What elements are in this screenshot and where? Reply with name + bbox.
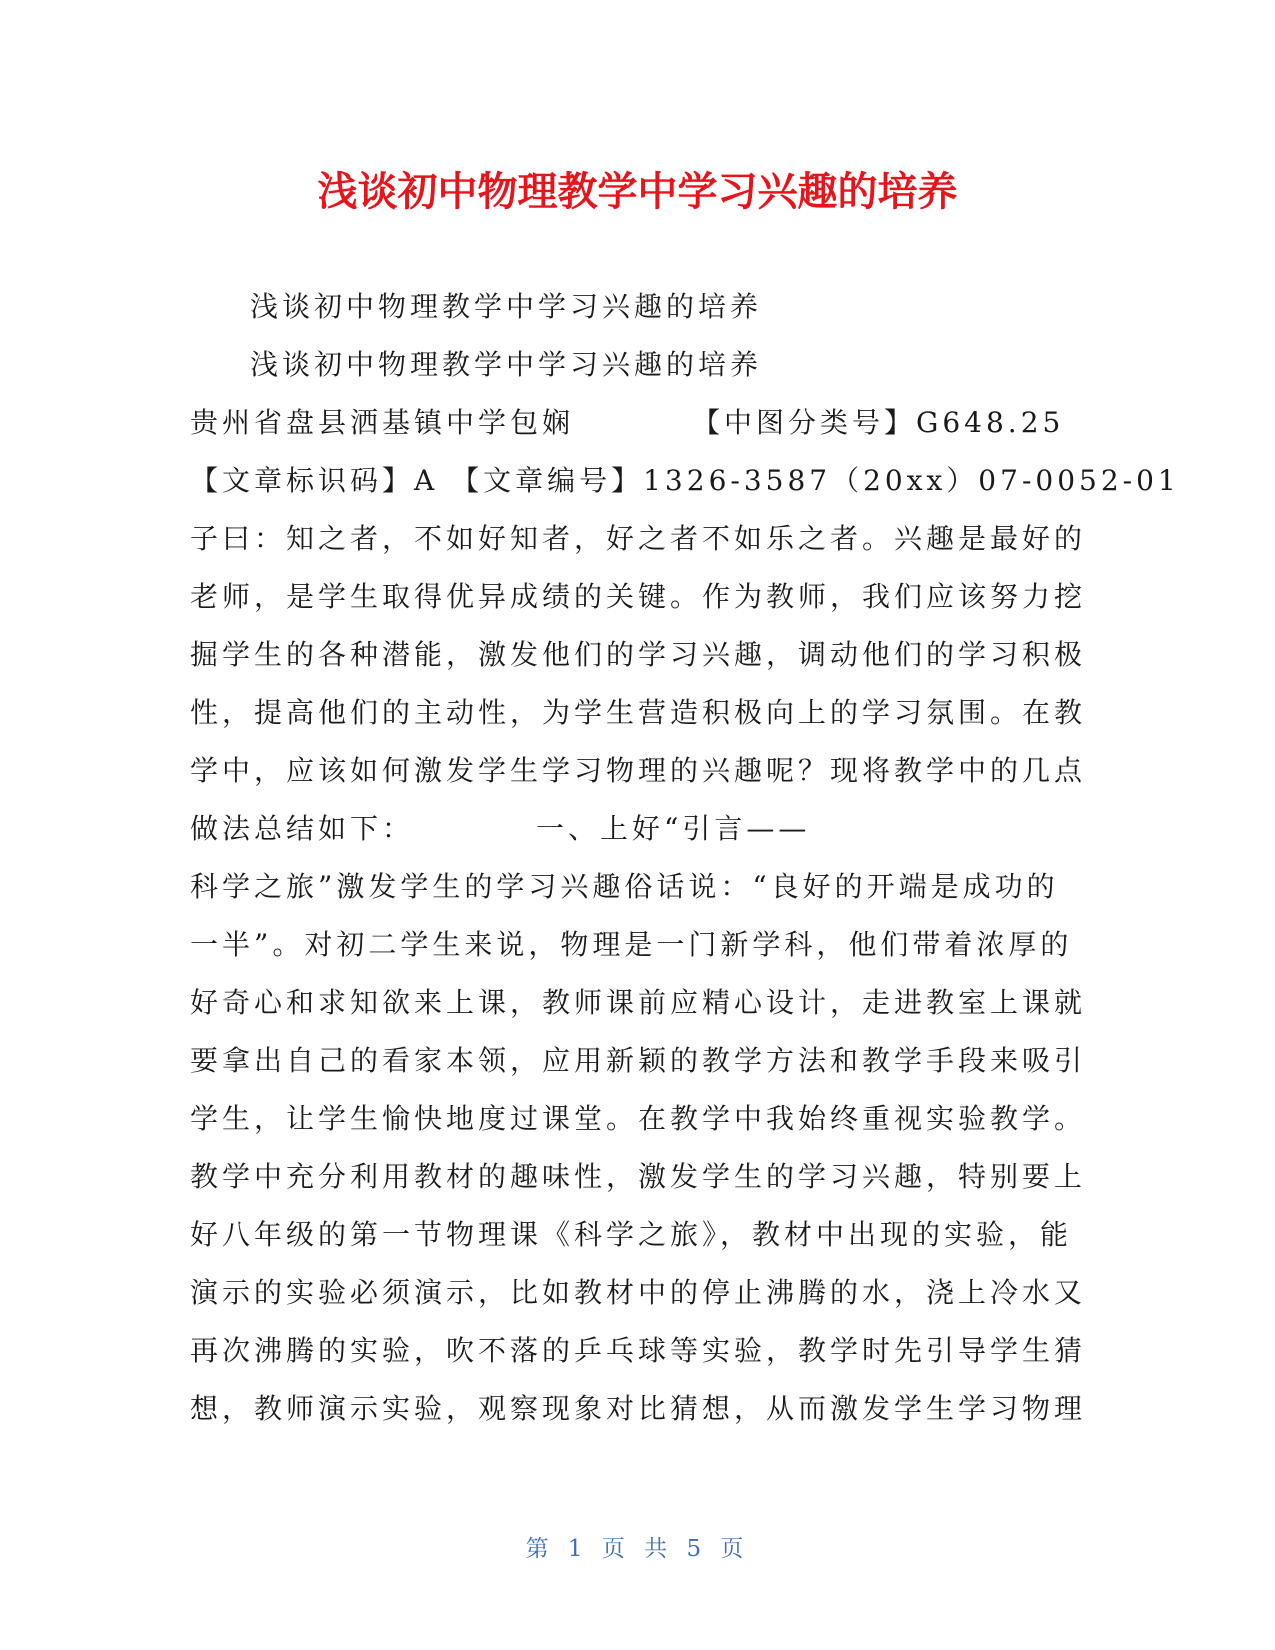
body-line: 学生，让学生愉快地度过课堂。在教学中我始终重视实验教学。 xyxy=(190,1102,1087,1135)
body-line: 教学中充分利用教材的趣味性，激发学生的学习兴趣，特别要上 xyxy=(190,1160,1087,1193)
body-line: 老师，是学生取得优异成绩的关键。作为教师，我们应该努力挖 xyxy=(190,580,1087,613)
body-line: 好八年级的第一节物理课《科学之旅》，教材中出现的实验，能 xyxy=(190,1218,1073,1251)
page-footer: 第 1 页 共 5 页 xyxy=(525,1536,750,1562)
body-line: 想，教师演示实验，观察现象对比猜想，从而激发学生学习物理 xyxy=(190,1392,1087,1425)
article-codes: 【文章标识码】A 【文章编号】1326-3587（20xx）07-0052-01 xyxy=(190,464,1180,497)
body-line: 学中，应该如何激发学生学习物理的兴趣呢？现将教学中的几点 xyxy=(190,754,1087,787)
section-heading: 一、上好“引言—— xyxy=(536,812,811,845)
classification-number: 【中图分类号】G648.25 xyxy=(692,406,1065,439)
document-title: 浅谈初中物理教学中学习兴趣的培养 xyxy=(317,169,958,215)
body-line: 再次沸腾的实验，吹不落的乒乓球等实验，教学时先引导学生猜 xyxy=(190,1334,1087,1367)
body-line: 子曰：知之者，不如好知者，好之者不如乐之者。兴趣是最好的 xyxy=(190,522,1087,555)
body-line: 一半”。对初二学生来说，物理是一门新学科，他们带着浓厚的 xyxy=(190,928,1073,961)
body-line: 要拿出自己的看家本领，应用新颖的教学方法和教学手段来吸引 xyxy=(190,1044,1087,1077)
body-line: 演示的实验必须演示，比如教材中的停止沸腾的水，浇上冷水又 xyxy=(190,1276,1087,1309)
body-line: 科学之旅”激发学生的学习兴趣俗话说：“良好的开端是成功的 xyxy=(190,870,1059,903)
body-line: 好奇心和求知欲来上课，教师课前应精心设计，走进教室上课就 xyxy=(190,986,1087,1019)
author-line: 贵州省盘县洒基镇中学包娴 xyxy=(190,406,575,439)
body-line: 做法总结如下： xyxy=(190,812,415,845)
body-line: 性，提高他们的主动性，为学生营造积极向上的学习氛围。在教 xyxy=(190,696,1087,729)
body-line: 掘学生的各种潜能，激发他们的学习兴趣，调动他们的学习积极 xyxy=(190,638,1087,671)
body-line: 浅谈初中物理教学中学习兴趣的培养 xyxy=(250,348,763,381)
body-line: 浅谈初中物理教学中学习兴趣的培养 xyxy=(250,290,763,323)
